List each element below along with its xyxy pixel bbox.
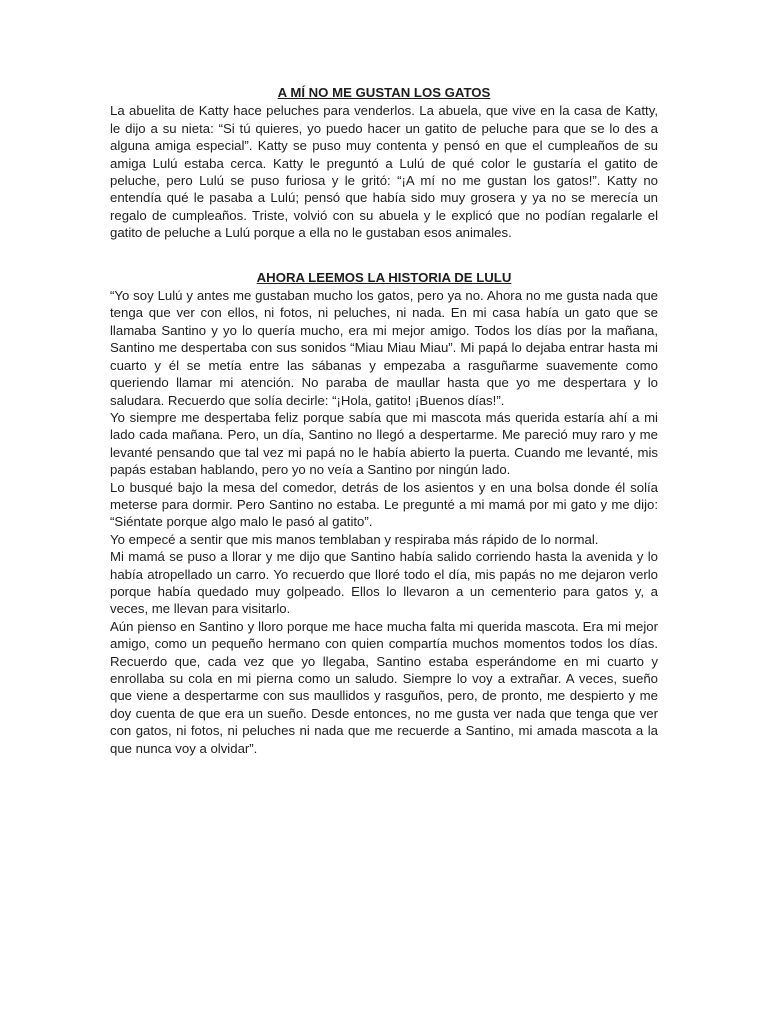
story1-title: A MÍ NO ME GUSTAN LOS GATOS [277, 85, 491, 100]
story1-paragraph: La abuelita de Katty hace peluches para venderlos. La abuela, que vive en la casa de Katty, le dijo a su nieta: “Si tú quieres, yo puedo hacer un gatito de peluche para que se lo des a alguna amiga especial”. Katty se puso muy contenta y pensó en que el cumpleaños de su amiga Lulú estaba cerca. Katty le preguntó a Lulú de qué color le gustaría el gatito de peluche, pero Lulú se puso furiosa y le gritó: “¡A mí no me gustan los gatos!”. Katty no entendía qué le pasaba a Lulú; pensó que había sido muy grosera y ya no se merecía un regalo de cumpleaños. Triste, volvió con su abuela y le explicó que no podían regalarle el gatito de peluche a Lulú porque a ella no le gustaban esos animales. [110, 103, 658, 241]
story2-paragraph: Lo busqué bajo la mesa del comedor, detrás de los asientos y en una bolsa donde él solía meterse para dormir. Pero Santino no estaba. Le pregunté a mi mamá por mi gato y me dijo: “Siéntate porque algo malo le pasó al gatito”. [110, 479, 658, 530]
document-page [110, 84, 658, 757]
section-spacer [110, 242, 658, 269]
story2-paragraph: Aún pienso en Santino y lloro porque me hace mucha falta mi querida mascota. Era mi mejor amigo, como un pequeño hermano con quien compartía muchos momentos todos los días. Recuerdo que, cada vez que yo llegaba, Santino estaba esperándome en mi cuarto y enrollaba su cola en mi pierna como un saludo. Siempre lo voy a extrañar. A veces, sueño que viene a despertarme con sus maullidos y rasguños, pero, de pronto, me despierto y me doy cuenta de que era un sueño. Desde entonces, no me gusta ver nada que tenga que ver con gatos, ni fotos, ni peluches ni nada que me recuerde a Santino, mi amada mascota a la que nunca voy a olvidar”. [110, 618, 658, 756]
story2-paragraph: Yo siempre me despertaba feliz porque sabía que mi mascota más querida estaría ahí a mi lado cada mañana. Pero, un día, Santino no llegó a despertarme. Me pareció muy raro y me levanté pensando que tal vez mi papá no le había abierto la puerta. Cuando me levanté, mis papás estaban hablando, pero yo no veía a Santino por ningún lado. [110, 409, 658, 478]
story2-paragraph: Mi mamá se puso a llorar y me dijo que Santino había salido corriendo hasta la avenida y lo había atropellado un carro. Yo recuerdo que lloré todo el día, mis papás no me dejaron verlo porque había quedado muy golpeado. Ellos lo llevaron a un cementerio para gatos y, a veces, me llevan para visitarlo. [110, 549, 658, 617]
story2-paragraph: Yo empecé a sentir que mis manos temblaban y respiraba más rápido de lo normal. [110, 531, 599, 547]
story2-paragraph: “Yo soy Lulú y antes me gustaban mucho los gatos, pero ya no. Ahora no me gusta nada que tenga que ver con ellos, ni fotos, ni peluches, ni nada. En mi casa había un gato que se llamaba Santino y yo lo quería mucho, era mi mejor amigo. Todos los días por la mañana, Santino me despertaba con sus sonidos “Miau Miau Miau”. Mi papá lo dejaba entrar hasta mi cuarto y él se metía entre las sábanas y empezaba a rasguñarme suavemente como queriendo llamar mi atención. No paraba de maullar hasta que yo me despertara y lo saludara. Recuerdo que solía decirle: “¡Hola, gatito! ¡Buenos días!”. [110, 288, 658, 408]
story2-title: AHORA LEEMOS LA HISTORIA DE LULU [256, 269, 512, 285]
